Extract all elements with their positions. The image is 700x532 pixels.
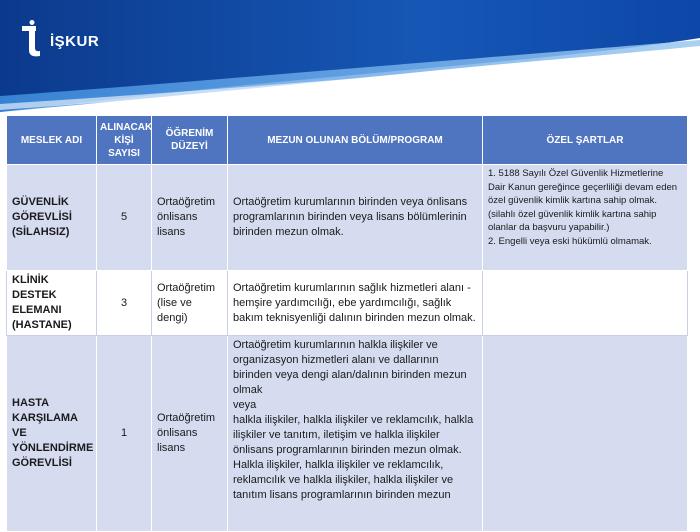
- bolum-cell: Ortaöğretim kurumlarının sağlık hizmetleri alanı - hemşire yardımcılığı, ebe yardımcılığı, sağlık bakım teknisyenliği dalının birinden mezun olmak.: [228, 271, 483, 336]
- table-row: [7, 336, 688, 532]
- job-listing-table: [6, 115, 688, 532]
- meslek-cell: HASTA KARŞILAMA VE YÖNLENDİRME GÖREVLİSİ: [7, 336, 97, 532]
- sart-item-1: 1. 5188 Sayılı Özel Güvenlik Hizmetlerine Dair Kanun gereğince geçerliliği devam eden özel güvenlik kimlik kartına sahip olmak. (silahlı özel güvenlik kimlik kartına sahip olanlar da başvuru yapabilir.): [488, 168, 678, 233]
- logo-text: İŞKUR: [50, 32, 100, 50]
- meslek-cell: KLİNİK DESTEK ELEMANI (HASTANE): [7, 271, 97, 336]
- ogrenim-cell: Ortaöğretim önlisans lisans: [152, 336, 228, 532]
- ogrenim-cell: Ortaöğretim (lise ve dengi): [152, 271, 228, 336]
- table-row: [7, 165, 688, 271]
- meslek-cell: GÜVENLİK GÖREVLİSİ (SİLAHSIZ): [7, 165, 97, 271]
- sayi-cell: 3: [97, 271, 152, 336]
- banner-background: [0, 0, 700, 112]
- iskur-logo-icon: [20, 20, 46, 60]
- sartlar-cell: [483, 271, 688, 336]
- sayi-cell: 5: [97, 165, 152, 271]
- column-header-sartlar: ÖZEL ŞARTLAR: [483, 116, 688, 165]
- bolum-paragraph-3: halkla ilişkiler, halkla ilişkiler ve reklamcılık, halkla ilişkiler ve tanıtım, iletişim ve halkla ilişkiler önlisans programlarının birinden mezun olmak.: [233, 414, 474, 456]
- table-row: [7, 271, 688, 336]
- iskur-logo: [20, 20, 99, 60]
- ogrenim-cell: Ortaöğretim önlisans lisans: [152, 165, 228, 271]
- sartlar-cell: [483, 165, 688, 271]
- sartlar-cell: [483, 336, 688, 532]
- table-header-row: [7, 116, 688, 165]
- bolum-cell: [228, 336, 483, 532]
- bolum-paragraph-4: Halkla ilişkiler, halkla ilişkiler ve reklamcılık, reklamcılık ve halkla ilişkiler, halkla ilişkiler ve tanıtım lisans programlarının birinden mezun: [233, 459, 454, 501]
- sart-item-2: 2. Engelli veya eski hükümlü olmamak.: [488, 235, 652, 247]
- column-header-ogrenim: ÖĞRENİM DÜZEYİ: [152, 116, 228, 165]
- column-header-alinacak: ALINACAK KİŞİ SAYISI: [97, 116, 152, 165]
- header-banner: [0, 0, 700, 112]
- column-header-meslek: MESLEK ADI: [7, 116, 97, 165]
- bolum-paragraph-1: Ortaöğretim kurumlarının halkla ilişkiler ve organizasyon hizmetleri alanı ve dallarının birinden veya dengi alan/dalının birinden mezun olmak: [233, 339, 467, 396]
- column-header-bolum: MEZUN OLUNAN BÖLÜM/PROGRAM: [228, 116, 483, 165]
- bolum-cell: Ortaöğretim kurumlarının birinden veya önlisans programlarının birinden veya lisans bölümlerinin birinden mezun olmak.: [228, 165, 483, 271]
- sayi-cell: 1: [97, 336, 152, 532]
- bolum-paragraph-2: veya: [233, 399, 257, 411]
